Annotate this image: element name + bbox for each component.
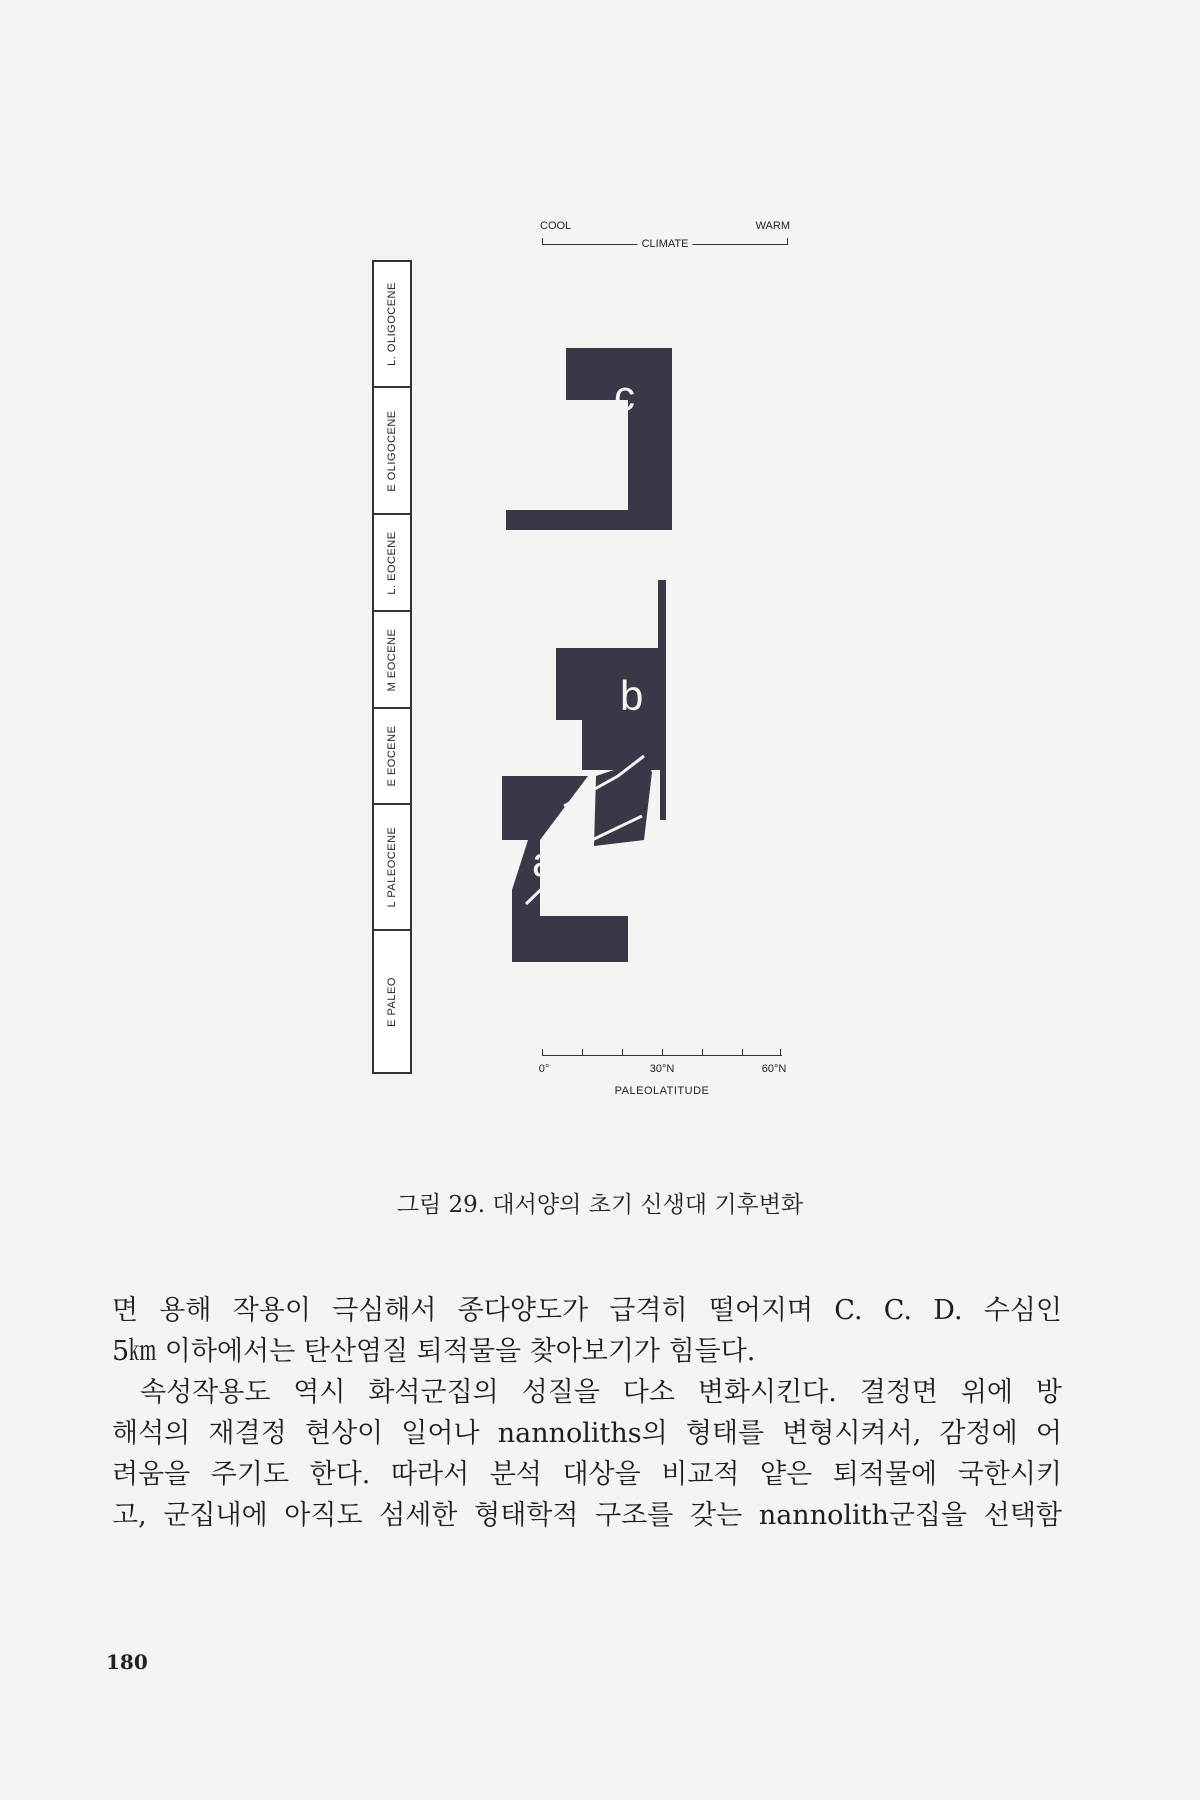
axis-line [542, 1055, 782, 1056]
figure-caption: 그림 29. 대서양의 초기 신생대 기후변화 [396, 1192, 804, 1218]
axis-tick-label: 60°N [761, 1063, 787, 1075]
region-c-shape [506, 348, 672, 530]
region-label-b: b [620, 672, 644, 719]
climate-title: CLIMATE [638, 238, 693, 250]
body-text [112, 1290, 1062, 1536]
text-line: 5㎞ 이하에서는 탄산염질 퇴적물을 찾아보기가 힘들다. [112, 1336, 756, 1367]
axis-tick-label: 30°N [649, 1063, 675, 1075]
text-line: 면 용해 작용이 극심해서 종다양도가 급격히 떨어지며 C. C. D. 수심인 [112, 1295, 1062, 1326]
axis-tick [702, 1049, 703, 1055]
climate-cool-label: COOL [540, 220, 572, 232]
text-line: 고, 군집내에 아직도 섬세한 형태학적 구조를 갖는 nannolith군집을 선택함 [112, 1500, 1062, 1531]
text-line: 속성작용도 역시 화석군집의 성질을 다소 변화시킨다. 결정면 위에 방 [140, 1377, 1062, 1408]
stage-label: E EOCENE [386, 725, 398, 787]
stage-label: E PALEO [386, 976, 398, 1027]
region-label-a: a [532, 838, 556, 885]
axis-tick [662, 1049, 663, 1055]
axis-tick [622, 1049, 623, 1055]
axis-tick [742, 1049, 743, 1055]
climate-figure [360, 200, 840, 1120]
climate-warm-label: WARM [755, 220, 790, 232]
stage-label: L PALEOCENE [386, 826, 398, 908]
stage-label: L. EOCENE [386, 530, 398, 595]
axis-tick [582, 1049, 583, 1055]
axis-tick [780, 1049, 781, 1055]
latitude-axis [538, 1055, 787, 1115]
climate-shapes [360, 200, 840, 1120]
region-c-notch [566, 348, 672, 368]
stage-label: L. OLIGOCENE [386, 282, 398, 366]
region-label-c: c [614, 372, 635, 419]
axis-title: PALEOLATITUDE [614, 1085, 710, 1097]
stage-label: E OLIGOCENE [386, 409, 398, 492]
page-number: 180 [106, 1650, 148, 1674]
axis-tick-label: 0° [538, 1063, 550, 1075]
stage-label: M EOCENE [386, 628, 398, 691]
axis-tick [542, 1049, 543, 1055]
text-line: 해석의 재결정 현상이 일어나 nannoliths의 형태를 변형시켜서, 감정에 어 [112, 1418, 1062, 1449]
text-line: 려움을 주기도 한다. 따라서 분석 대상을 비교적 얕은 퇴적물에 국한시키 [112, 1459, 1062, 1490]
